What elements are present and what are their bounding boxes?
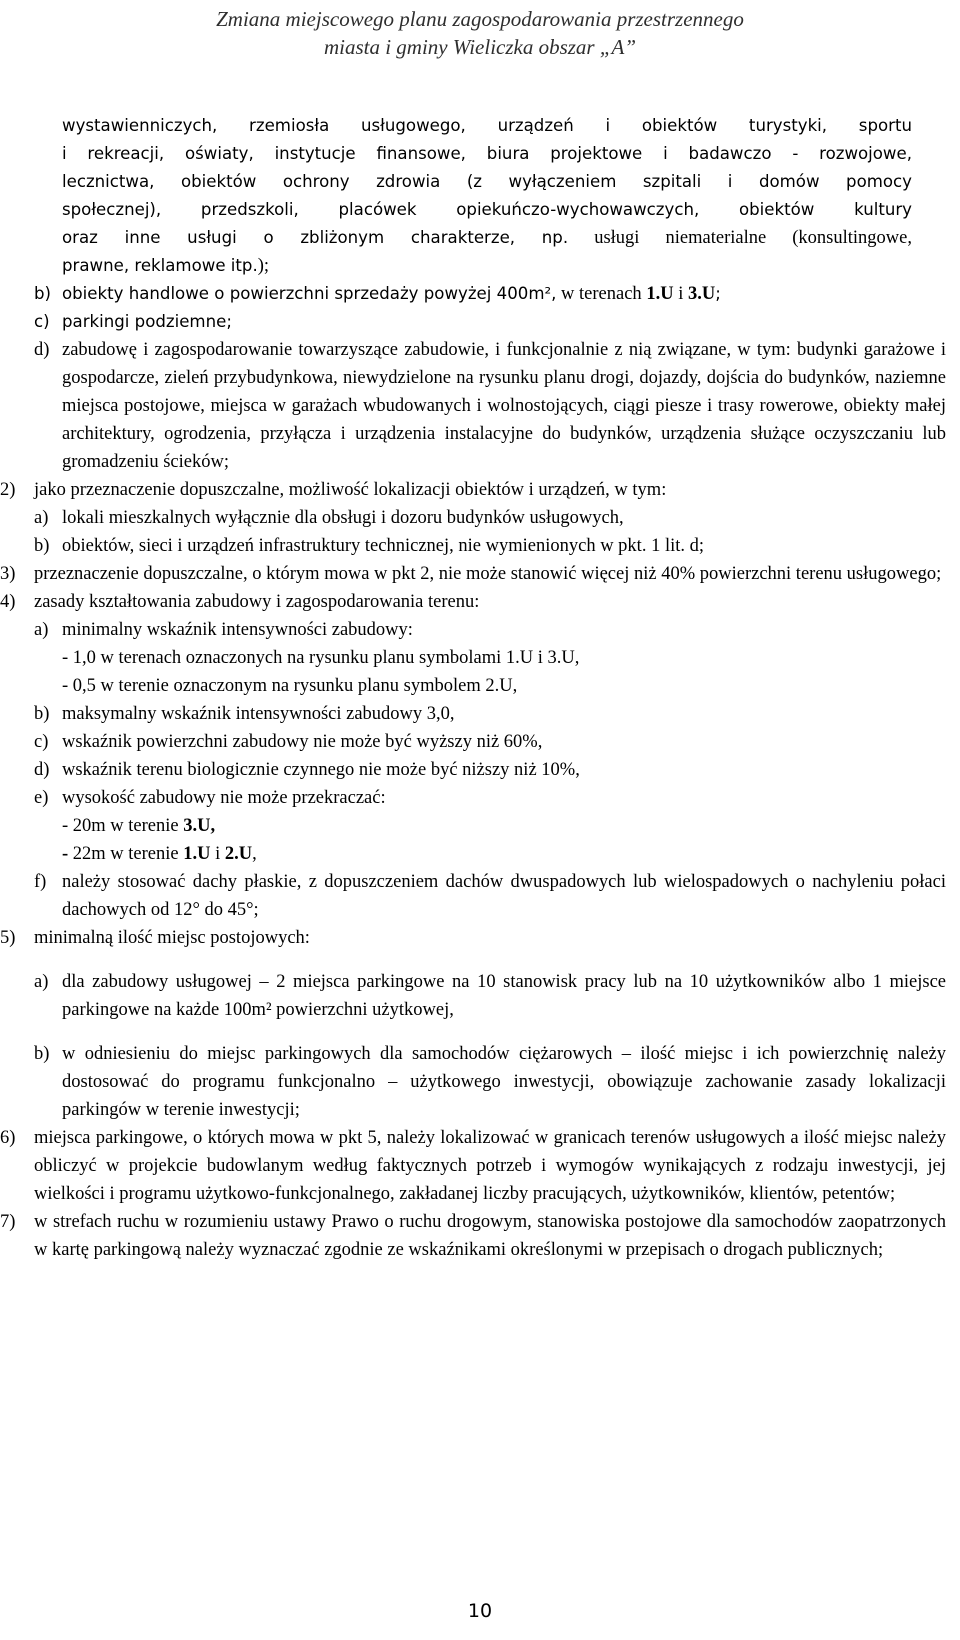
point-marker: 3) bbox=[0, 564, 16, 584]
list-item-b bbox=[0, 280, 946, 308]
point-4-a bbox=[0, 616, 946, 644]
point-4-d bbox=[0, 756, 946, 784]
list-text: lokali mieszkalnych wyłącznie dla obsługi i dozoru budynków usługowych, bbox=[62, 508, 624, 528]
continued-line-sans: prawne, reklamowe itp. bbox=[62, 256, 258, 275]
list-item-d bbox=[0, 336, 946, 476]
point-5-b bbox=[0, 1040, 946, 1124]
list-marker: a) bbox=[34, 508, 49, 528]
list-marker: e) bbox=[34, 788, 49, 808]
point-2 bbox=[0, 476, 946, 504]
text-part: i bbox=[210, 844, 225, 864]
list-text: wskaźnik powierzchni zabudowy nie może być wyższy niż 60%, bbox=[62, 732, 543, 752]
text-part: 22m w terenie bbox=[68, 844, 184, 864]
point-2-a bbox=[0, 504, 946, 532]
point-text: w strefach ruchu w rozumieniu ustawy Prawo o ruchu drogowym, stanowiska postojowe dla samochodów zaopatrzonych w kartę parkingową należy wyznaczać zgodnie ze wskaźnikami określonymi w przepisach o drogach publicznych; bbox=[34, 1212, 946, 1260]
list-text: dla zabudowy usługowej – 2 miejsca parkingowe na 10 stanowisk pracy lub na 10 użytkowników albo 1 miejsce parkingowe na każde 100m² powierzchni użytkowej, bbox=[62, 972, 946, 1020]
list-item-c bbox=[0, 308, 946, 336]
spacer bbox=[0, 1024, 946, 1040]
list-text: wysokość zabudowy nie może przekraczać: bbox=[62, 788, 386, 808]
point-text: zasady kształtowania zabudowy i zagospodarowania terenu: bbox=[34, 592, 480, 612]
zone-symbol: 2.U bbox=[224, 844, 253, 864]
continued-line: wystawienniczych, rzemiosła usługowego, urządzeń i obiektów turystyki, sportu bbox=[62, 116, 912, 135]
continued-line-sans: oraz inne usługi o zbliżonym charakterze, np. bbox=[62, 228, 569, 247]
list-marker: c) bbox=[34, 732, 49, 752]
point-4-e-sub1 bbox=[0, 812, 946, 840]
point-marker: 7) bbox=[0, 1212, 16, 1232]
list-text: obiektów, sieci i urządzeń infrastruktury technicznej, nie wymienionych w pkt. 1 lit. d; bbox=[62, 536, 705, 556]
text-part: - 20m w terenie bbox=[62, 816, 184, 836]
point-3 bbox=[0, 560, 946, 588]
list-marker: b) bbox=[34, 1044, 50, 1064]
list-marker: b) bbox=[34, 704, 50, 724]
text-part: w terenach bbox=[556, 284, 647, 304]
point-4-e-sub2 bbox=[0, 840, 946, 868]
zone-symbol: 1.U bbox=[646, 284, 674, 304]
continued-line-serif: usługi niematerialne (konsultingowe, bbox=[568, 228, 912, 248]
point-7 bbox=[0, 1208, 946, 1264]
zone-symbol: 3.U bbox=[687, 284, 716, 304]
list-text: wskaźnik terenu biologicznie czynnego nie może być niższy niż 10%, bbox=[62, 760, 580, 780]
list-text: minimalny wskaźnik intensywności zabudowy: bbox=[62, 620, 413, 640]
header-line-2: miasta i gminy Wieliczka obszar „A” bbox=[323, 35, 637, 59]
point-4-a-sub2: - 0,5 w terenie oznaczonym na rysunku planu symbolem 2.U, bbox=[62, 676, 518, 696]
point-marker: 4) bbox=[0, 592, 16, 612]
list-text-serif bbox=[556, 284, 715, 304]
spacer bbox=[0, 952, 946, 968]
list-marker: a) bbox=[34, 972, 49, 992]
point-4-b bbox=[0, 700, 946, 728]
continued-line bbox=[62, 224, 912, 252]
continued-line: społecznej), przedszkoli, placówek opiekuńczo-wychowawczych, obiektów kultury bbox=[62, 200, 912, 219]
list-text: należy stosować dachy płaskie, z dopuszczeniem dachów dwuspadowych lub wielospadowych o nachyleniu połaci dachowych od 12° do 45°; bbox=[62, 872, 946, 920]
point-5 bbox=[0, 924, 946, 952]
point-text: miejsca parkingowe, o których mowa w pkt 5, należy lokalizować w granicach terenów usługowych a ilość miejsc należy obliczyć w projekcie budowlanym według faktycznych potrzeb i wymogów wynikających z rodzaju inwestycji, jej wielkości i programu użytkowo-funkcjonalnego, zakładanej liczby pracujących, użytkowników, klientów, petentów; bbox=[34, 1128, 946, 1204]
list-text: parkingi podziemne; bbox=[62, 312, 232, 331]
list-marker: a) bbox=[34, 620, 49, 640]
bold-dash: - bbox=[62, 844, 69, 864]
document-body bbox=[0, 112, 946, 1264]
list-text: zabudowę i zagospodarowanie towarzyszące zabudowie, i funkcjonalnie z nią związane, w tym: budynki garażowe i gospodarcze, zieleń przybudynkowa, niewydzielone na rysunku planu drogi, dojazdy, dojścia do budynków, naziemne miejsca postojowe, miejsca w garażach wbudowanych i wolnostojących, ciągi piesze i trasy rowerowe, obiekty małej architektury, ogrodzenia, przyłącza i urządzenia instalacyjne do budynków, urządzenia służące oczyszczaniu lub gromadzeniu ścieków; bbox=[62, 340, 946, 472]
point-6 bbox=[0, 1124, 946, 1208]
point-marker: 2) bbox=[0, 480, 16, 500]
list-marker: f) bbox=[34, 872, 47, 892]
point-text: jako przeznaczenie dopuszczalne, możliwość lokalizacji obiektów i urządzeń, w tym: bbox=[34, 480, 667, 500]
list-marker: b) bbox=[34, 284, 52, 303]
text-part: ; bbox=[715, 284, 721, 303]
header-line-1: Zmiana miejscowego planu zagospodarowania przestrzennego bbox=[216, 7, 744, 31]
point-marker: 5) bbox=[0, 928, 16, 948]
list-text: w odniesieniu do miejsc parkingowych dla samochodów ciężarowych – ilość miejsc i ich powierzchnię należy dostosować do programu funkcjonalno – użytkowego inwestycji, obowiązuje zachowanie zasady lokalizacji parkingów w terenie inwestycji; bbox=[62, 1044, 946, 1120]
point-4-a-sub1: - 1,0 w terenach oznaczonych na rysunku planu symbolami 1.U i 3.U, bbox=[62, 648, 580, 668]
list-text: maksymalny wskaźnik intensywności zabudowy 3,0, bbox=[62, 704, 455, 724]
point-2-b bbox=[0, 532, 946, 560]
list-text-part: obiekty handlowe o powierzchni sprzedaży powyżej 400m², bbox=[62, 284, 557, 303]
point-4-f bbox=[0, 868, 946, 924]
continued-line-serif: ); bbox=[257, 256, 270, 276]
point-marker: 6) bbox=[0, 1128, 16, 1148]
point-4 bbox=[0, 588, 946, 616]
point-4-e bbox=[0, 784, 946, 812]
list-marker: d) bbox=[34, 340, 50, 360]
page-header bbox=[0, 5, 960, 61]
point-text: minimalną ilość miejsc postojowych: bbox=[34, 928, 310, 948]
point-5-a bbox=[0, 968, 946, 1024]
text-part: i bbox=[673, 284, 688, 304]
list-marker: d) bbox=[34, 760, 50, 780]
zone-symbol: 3.U, bbox=[183, 816, 216, 836]
list-text bbox=[62, 280, 946, 308]
point-text: przeznaczenie dopuszczalne, o którym mowa w pkt 2, nie może stanowić więcej niż 40% powierzchni terenu usługowego; bbox=[34, 564, 942, 584]
list-marker: c) bbox=[34, 312, 50, 331]
continued-line: lecznictwa, obiektów ochrony zdrowia (z wyłączeniem szpitali i domów pomocy bbox=[62, 172, 912, 191]
continued-line: i rekreacji, oświaty, instytucje finansowe, biura projektowe i badawczo - rozwojowe, bbox=[62, 144, 912, 163]
zone-symbol: 1.U bbox=[183, 844, 211, 864]
text-part: , bbox=[252, 844, 257, 864]
continued-line bbox=[62, 252, 912, 280]
continued-paragraph bbox=[0, 112, 912, 280]
page-number: 10 bbox=[467, 1600, 493, 1622]
list-marker: b) bbox=[34, 536, 50, 556]
point-4-c bbox=[0, 728, 946, 756]
